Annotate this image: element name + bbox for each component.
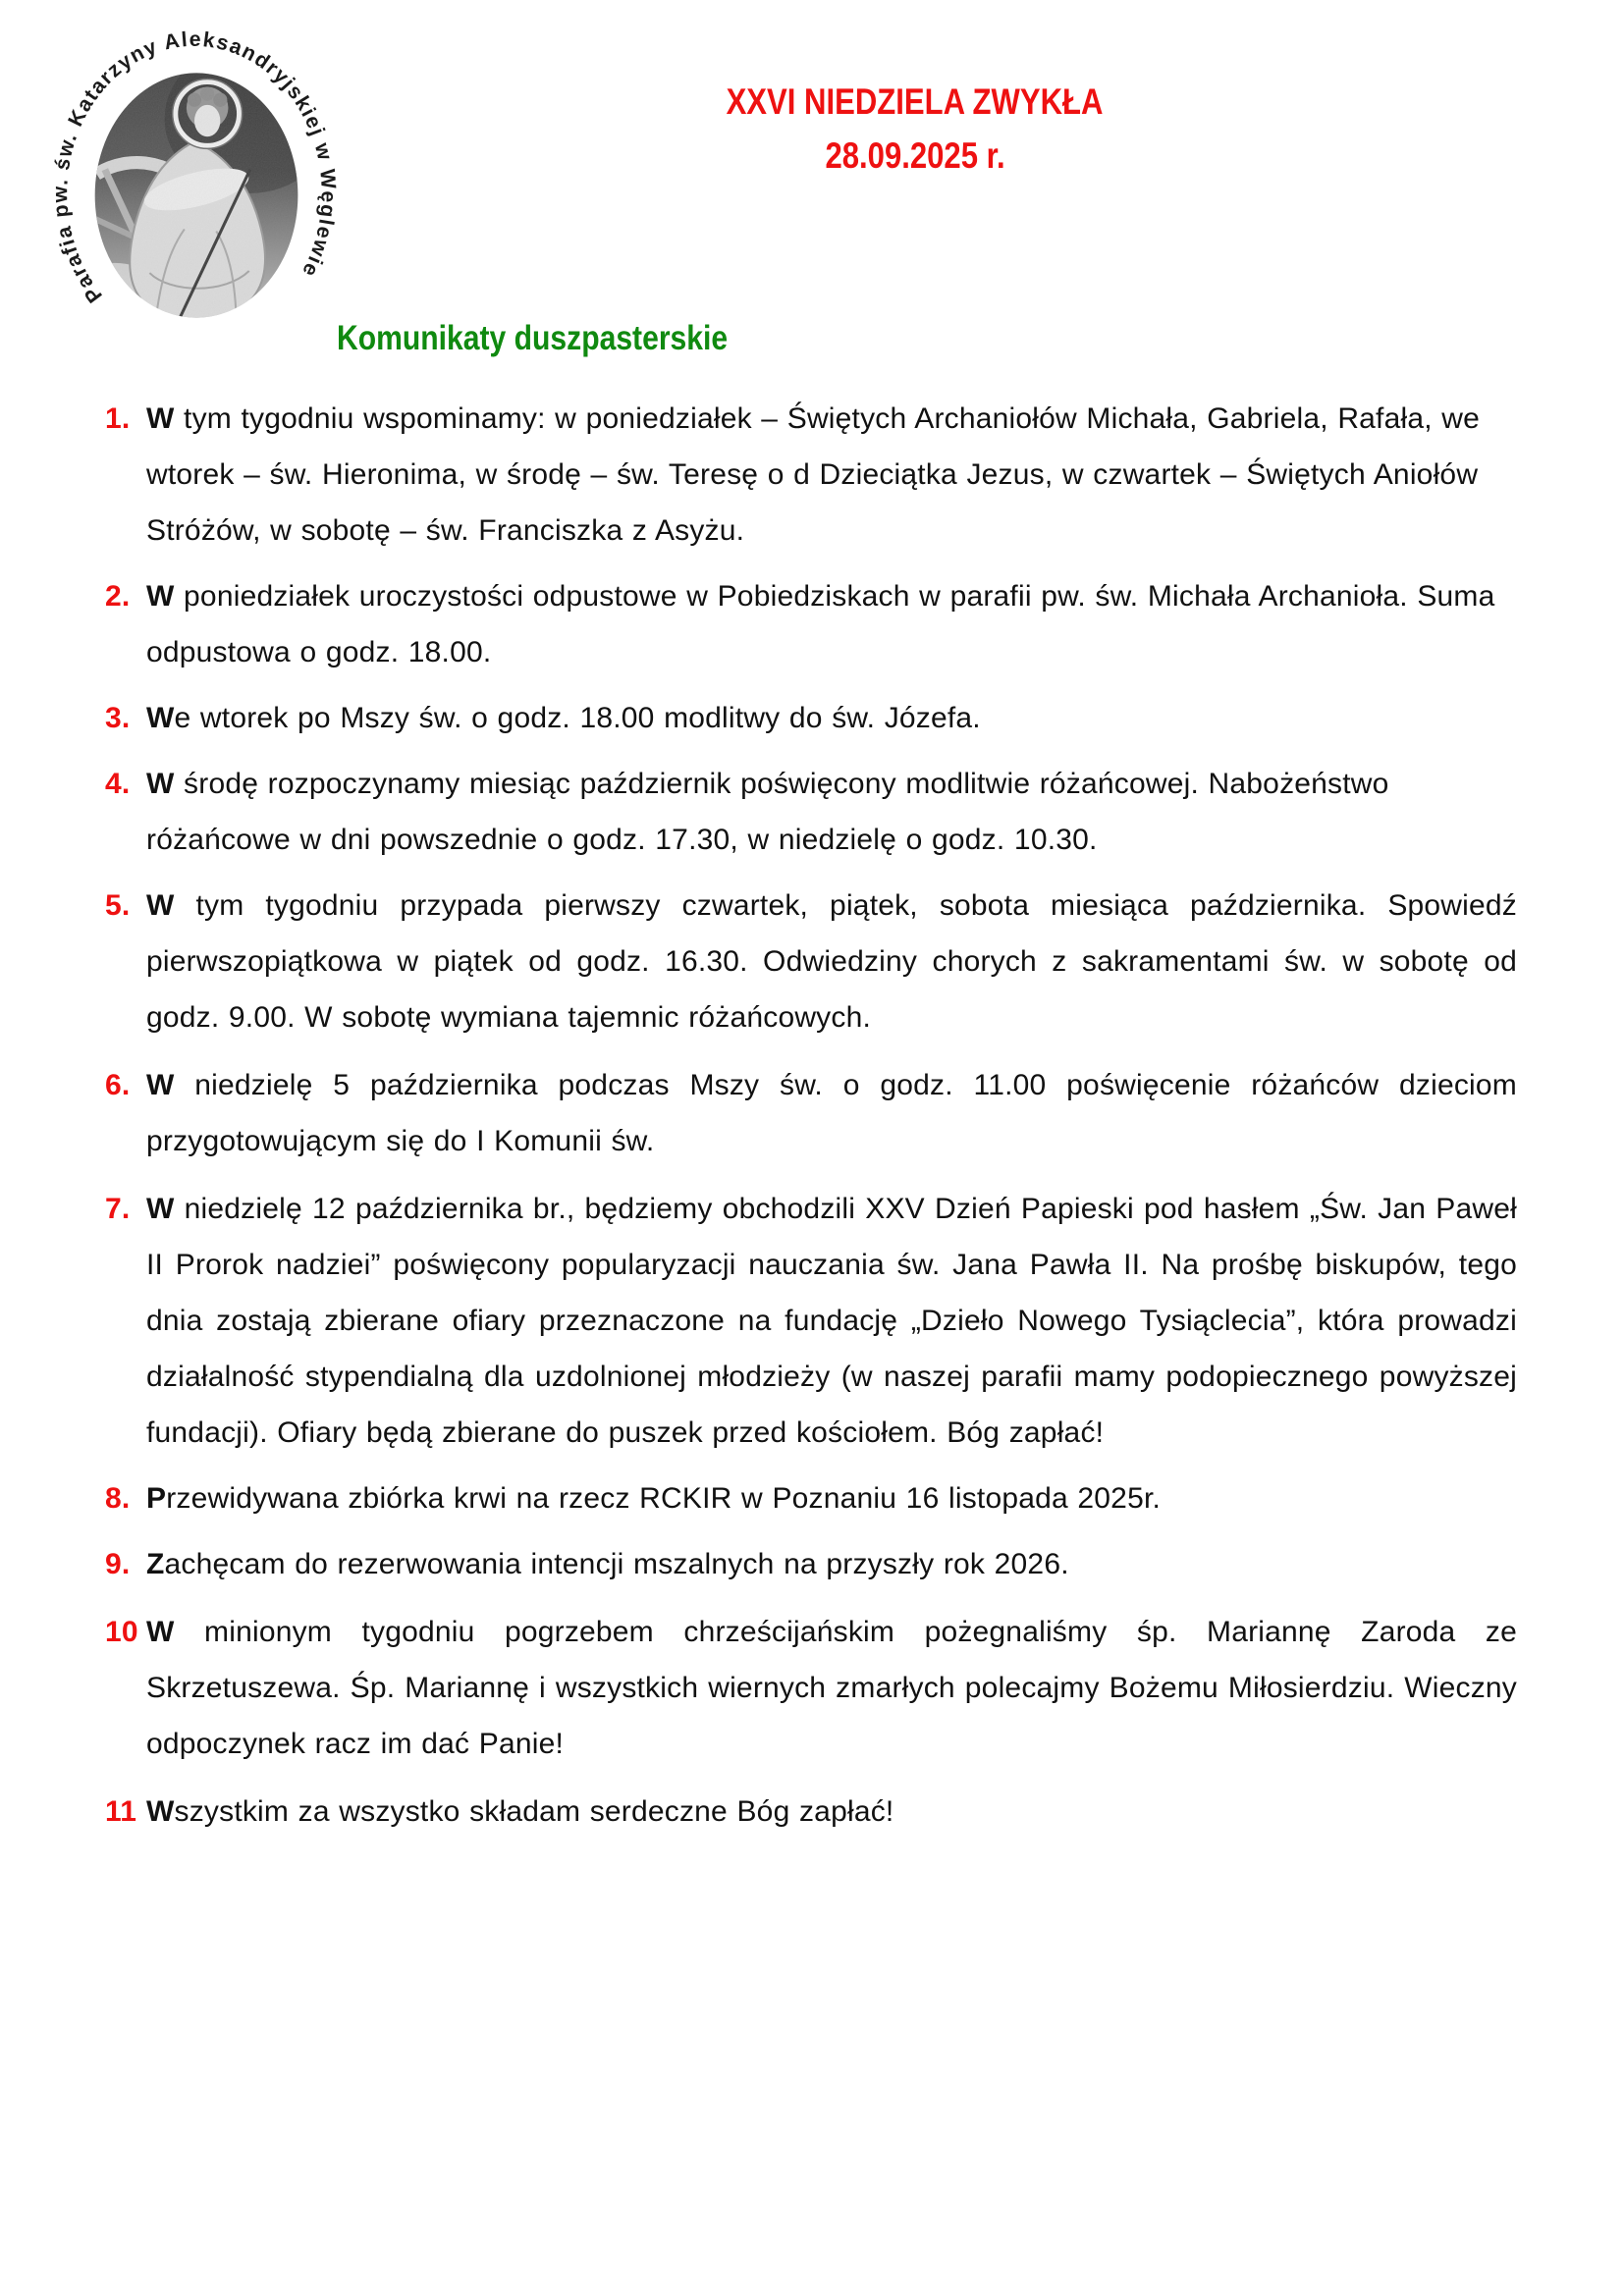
- title-line-2: 28.09.2025 r.: [825, 135, 1005, 176]
- item-lead-letter: W: [146, 1616, 175, 1648]
- item-lead-letter: W: [146, 889, 175, 922]
- item-body-text: środę rozpoczynamy miesiąc październik poświęcony modlitwie różańcowej. Nabożeństwo różańcowe w dni powszednie o godz. 17.30, w niedzielę o godz. 10.30.: [146, 768, 1389, 856]
- document-title: [206, 75, 1624, 183]
- section-heading: Komunikaty duszpasterskie: [337, 319, 729, 357]
- announcement-item: [105, 1784, 1517, 1840]
- item-number: 11: [105, 1795, 137, 1828]
- item-number: 1.: [105, 402, 131, 435]
- item-body-text: tym tygodniu wspominamy: w poniedziałek – Świętych Archaniołów Michała, Gabriela, Rafała, we wtorek – św. Hieronima, w środę – św. Teresę o d Dzieciątka Jezus, w czwartek – Świętych Aniołów Stróżów, w sobotę – św. Franciszka z Asyżu.: [146, 402, 1481, 547]
- item-text: [146, 1057, 1517, 1169]
- announcement-item: [105, 391, 1517, 559]
- item-text: [146, 690, 1517, 746]
- announcement-list: [105, 391, 1517, 1849]
- announcement-item: [105, 756, 1517, 868]
- item-text: [146, 391, 1517, 559]
- item-text: [146, 1470, 1517, 1526]
- item-lead-letter: W: [146, 1069, 175, 1101]
- item-text: [146, 878, 1517, 1045]
- item-number: 2.: [105, 580, 131, 613]
- item-text: [146, 756, 1517, 868]
- item-body-text: rzewidywana zbiórka krwi na rzecz RCKIR w Poznaniu 16 listopada 2025r.: [166, 1482, 1162, 1515]
- logo-circular-text: Parafia pw. św. Katarzyny Aleksandryjskiej w Węglewie: [48, 27, 341, 308]
- title-line-1: XXVI NIEDZIELA ZWYKŁA: [727, 81, 1104, 122]
- announcement-item: [105, 1181, 1517, 1461]
- item-number: 3.: [105, 702, 131, 734]
- item-number: 5.: [105, 889, 131, 922]
- announcement-item: [105, 1604, 1517, 1772]
- item-body-text: niedzielę 5 października podczas Mszy św. o godz. 11.00 poświęcenie różańców dzieciom przygotowującym się do I Komunii św.: [146, 1069, 1517, 1157]
- item-lead-letter: W: [146, 402, 175, 435]
- announcement-item: [105, 878, 1517, 1045]
- item-body-text: achęcam do rezerwowania intencji mszalnych na przyszły rok 2026.: [164, 1548, 1069, 1580]
- item-number: 7.: [105, 1193, 131, 1225]
- item-lead-letter: P: [146, 1482, 167, 1515]
- item-body-text: e wtorek po Mszy św. o godz. 18.00 modlitwy do św. Józefa.: [174, 702, 981, 734]
- item-number: 6.: [105, 1069, 131, 1101]
- item-text: [146, 1181, 1517, 1461]
- announcement-item: [105, 1057, 1517, 1169]
- item-text: [146, 1604, 1517, 1772]
- item-body-text: tym tygodniu przypada pierwszy czwartek, piątek, sobota miesiąca października. Spowiedź pierwszopiątkowa w piątek od godz. 16.30. Odwiedziny chorych z sakramentami św. w sobotę od godz. 9.00. W sobotę wymiana tajemnic różańcowych.: [146, 889, 1517, 1034]
- item-lead-letter: W: [146, 1795, 175, 1828]
- item-text: [146, 1536, 1517, 1592]
- item-lead-letter: W: [146, 768, 175, 800]
- item-lead-letter: Z: [146, 1548, 165, 1580]
- announcement-item: [105, 568, 1517, 680]
- item-lead-letter: W: [146, 580, 175, 613]
- item-number: 10: [105, 1616, 138, 1648]
- item-text: [146, 568, 1517, 680]
- announcement-item: [105, 1536, 1517, 1592]
- announcement-item: [105, 690, 1517, 746]
- item-body-text: niedzielę 12 października br., będziemy obchodzili XXV Dzień Papieski pod hasłem „Św. Jan Paweł II Prorok nadziei” poświęcony popularyzacji nauczania św. Jana Pawła II. Na prośbę biskupów, tego dnia zostają zbierane ofiary przeznaczone na fundację „Dzieło Nowego Tysiąclecia”, która prowadzi działalność stypendialną dla uzdolnionej młodzieży (w naszej parafii mamy podopiecznego powyższej fundacji). Ofiary będą zbierane do puszek przed kościołem. Bóg zapłać!: [146, 1193, 1517, 1449]
- item-number: 8.: [105, 1482, 131, 1515]
- item-lead-letter: W: [146, 702, 175, 734]
- item-number: 9.: [105, 1548, 131, 1580]
- item-lead-letter: W: [146, 1193, 175, 1225]
- item-body-text: minionym tygodniu pogrzebem chrześcijańskim pożegnaliśmy śp. Mariannę Zaroda ze Skrzetuszewa. Śp. Mariannę i wszystkich wiernych zmarłych polecajmy Bożemu Miłosierdziu. Wieczny odpoczynek racz im dać Panie!: [146, 1616, 1517, 1760]
- item-number: 4.: [105, 768, 131, 800]
- announcement-item: [105, 1470, 1517, 1526]
- item-body-text: szystkim za wszystko składam serdeczne Bóg zapłać!: [174, 1795, 894, 1828]
- item-text: [146, 1784, 1517, 1840]
- item-body-text: poniedziałek uroczystości odpustowe w Pobiedziskach w parafii pw. św. Michała Archanioła. Suma odpustowa o godz. 18.00.: [146, 580, 1495, 668]
